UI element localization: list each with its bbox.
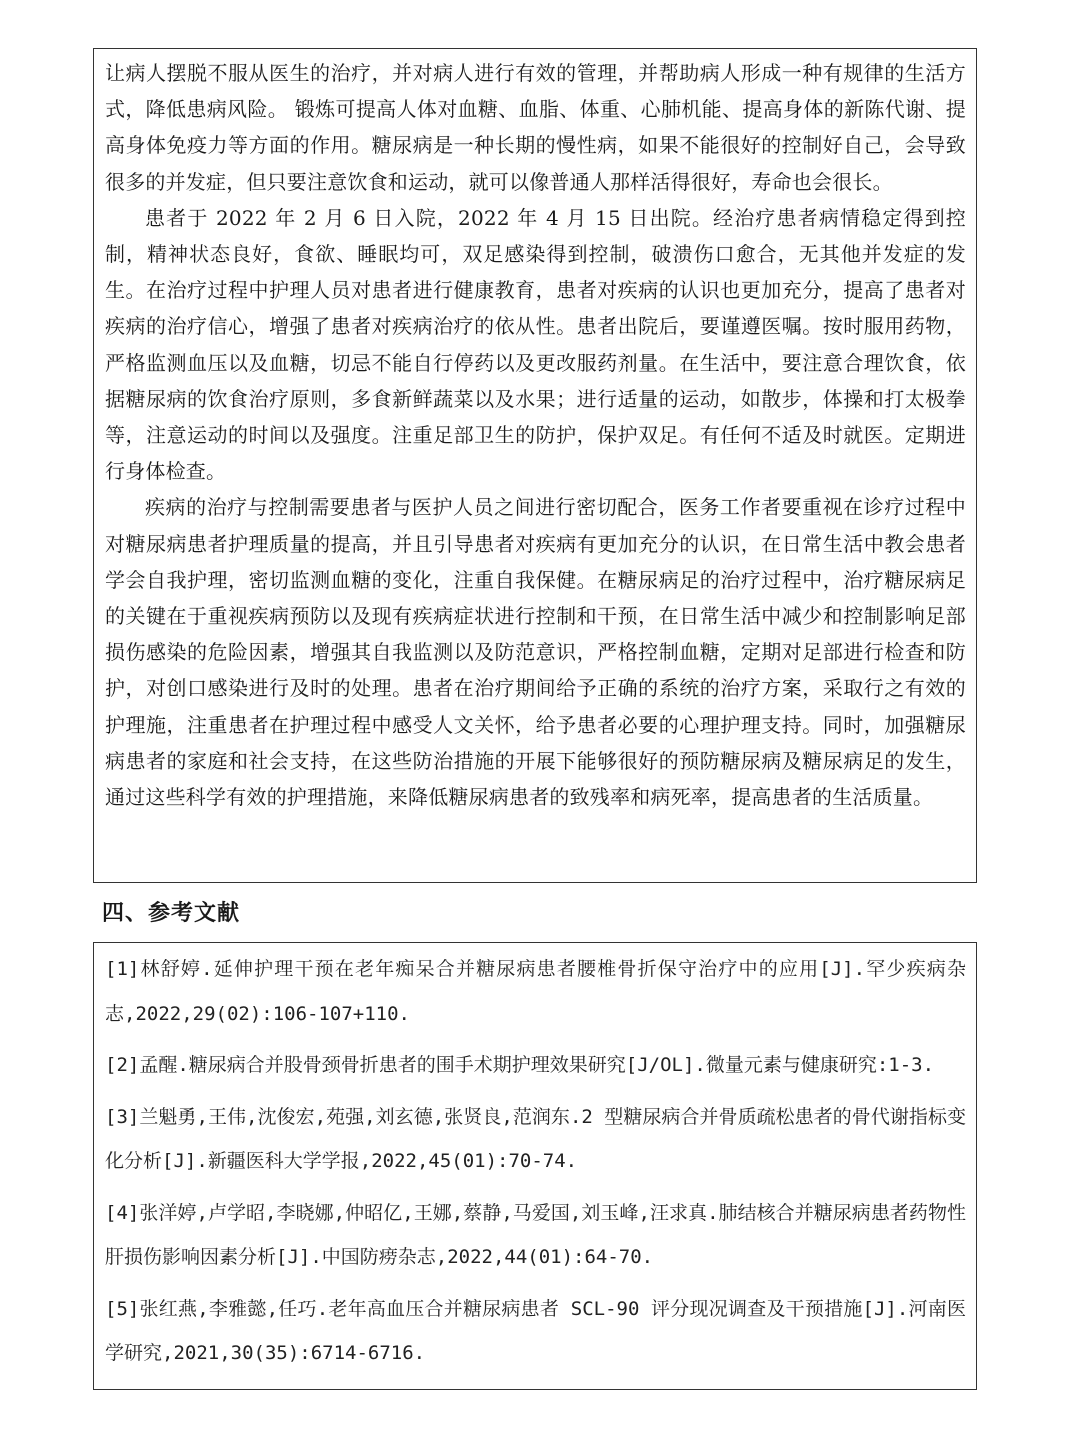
- reference-item-4: [4]张洋婷,卢学昭,李晓娜,仲昭亿,王娜,蔡静,马爱国,刘玉峰,汪求真.肺结核合并糖尿病患者药物性肝损伤影响因素分析[J].中国防痨杂志,2022,44(01):64-70.: [105, 1201, 966, 1268]
- reference-item-2: [2]孟醒.糖尿病合并股骨颈骨折患者的围手术期护理效果研究[J/OL].微量元素与健康研究:1-3.: [105, 1054, 935, 1076]
- reference-item-5: [5]张红燕,李雅懿,任巧.老年高血压合并糖尿病患者 SCL-90 评分现况调查及干预措施[J].河南医学研究,2021,30(35):6714-6716.: [105, 1297, 966, 1364]
- references-box: [93, 942, 977, 1390]
- reference-item-3: [3]兰魁勇,王伟,沈俊宏,苑强,刘玄德,张贤良,范润东.2 型糖尿病合并骨质疏松患者的骨代谢指标变化分析[J].新疆医科大学学报,2022,45(01):70-74.: [105, 1105, 966, 1172]
- reference-item-1: [1]林舒婷.延伸护理干预在老年痴呆合并糖尿病患者腰椎骨折保守治疗中的应用[J].罕少疾病杂志,2022,29(02):106-107+110.: [105, 958, 966, 1025]
- body-paragraph-1: 让病人摆脱不服从医生的治疗，并对病人进行有效的管理，并帮助病人形成一种有规律的生活方式，降低患病风险。 锻炼可提高人体对血糖、血脂、体重、心肺机能、提高身体的新陈代谢、提高身体免疫力等方面的作用。糖尿病是一种长期的慢性病，如果不能很好的控制好自己，会导致很多的并发症，但只要注意饮食和运动，就可以像普通人那样活得很好，寿命也会很长。: [105, 61, 966, 194]
- references-heading: 四、参考文献: [102, 901, 241, 926]
- body-text-box: [93, 48, 977, 883]
- body-paragraph-3: 疾病的治疗与控制需要患者与医护人员之间进行密切配合，医务工作者要重视在诊疗过程中对糖尿病患者护理质量的提高，并且引导患者对疾病有更加充分的认识，在日常生活中教会患者学会自我护理，密切监测血糖的变化，注重自我保健。在糖尿病足的治疗过程中，治疗糖尿病足的关键在于重视疾病预防以及现有疾病症状进行控制和干预，在日常生活中减少和控制影响足部损伤感染的危险因素，增强其自我监测以及防范意识，严格控制血糖，定期对足部进行检查和防护，对创口感染进行及时的处理。患者在治疗期间给予正确的系统的治疗方案，采取行之有效的护理施，注重患者在护理过程中感受人文关怀，给予患者必要的心理护理支持。同时，加强糖尿病患者的家庭和社会支持，在这些防治措施的开展下能够很好的预防糖尿病及糖尿病足的发生，通过这些科学有效的护理措施，来降低糖尿病患者的致残率和病死率，提高患者的生活质量。: [105, 495, 966, 810]
- body-paragraph-2: 患者于 2022 年 2 月 6 日入院，2022 年 4 月 15 日出院。经治疗患者病情稳定得到控制，精神状态良好，食欲、睡眠均可，双足感染得到控制，破溃伤口愈合，无其他并发症的发生。在治疗过程中护理人员对患者进行健康教育，患者对疾病的认识也更加充分，提高了患者对疾病的治疗信心，增强了患者对疾病治疗的依从性。患者出院后，要谨遵医嘱。按时服用药物，严格监测血压以及血糖，切忌不能自行停药以及更改服药剂量。在生活中，要注意合理饮食，依据糖尿病的饮食治疗原则，多食新鲜蔬菜以及水果；进行适量的运动，如散步，体操和打太极拳等，注意运动的时间以及强度。注重足部卫生的防护，保护双足。有任何不适及时就医。定期进行身体检查。: [105, 205, 966, 484]
